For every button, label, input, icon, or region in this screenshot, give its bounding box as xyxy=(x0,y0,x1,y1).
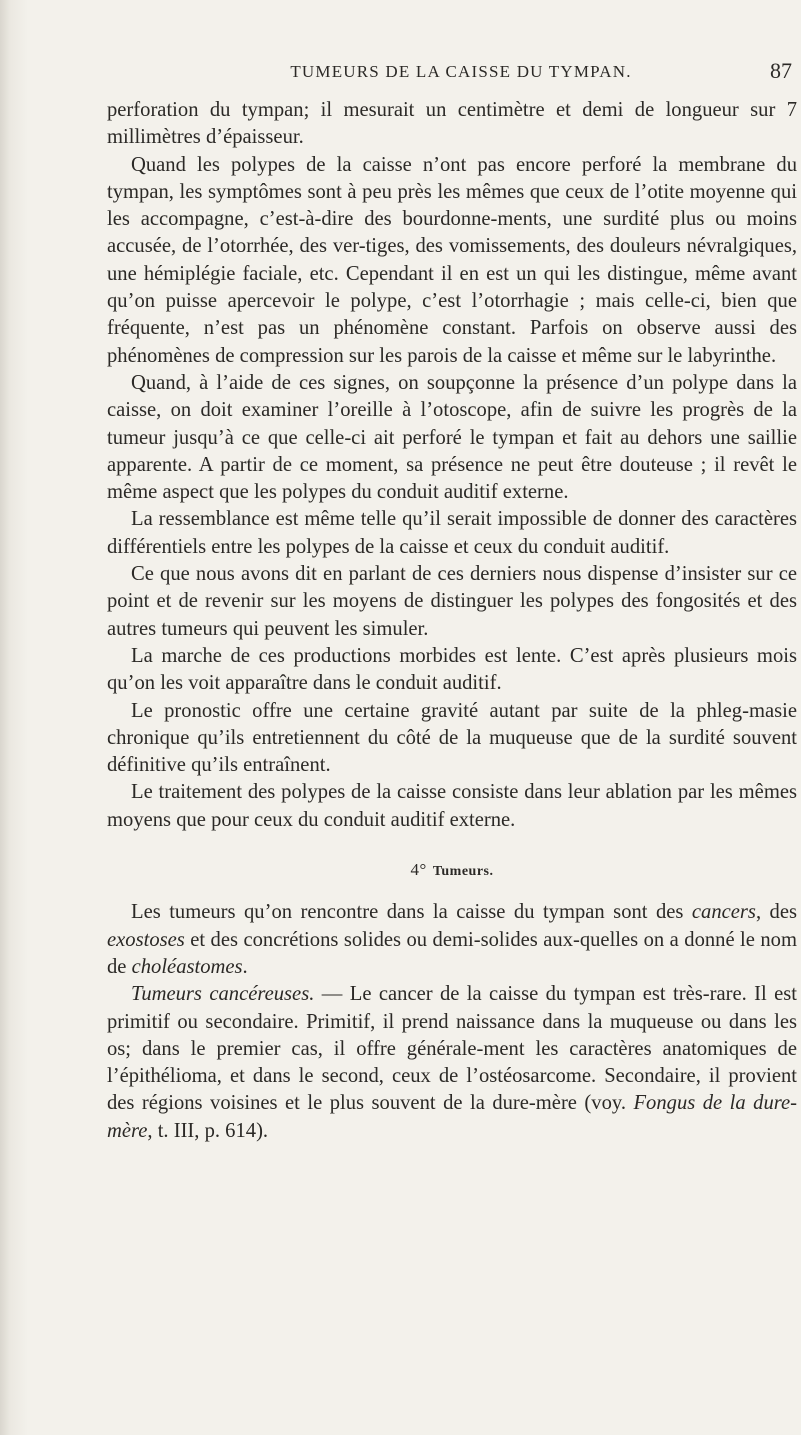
italic-term: choléastomes xyxy=(131,955,243,978)
paragraph: Ce que nous avons dit en parlant de ces derniers nous dispense d’insister sur ce point et de revenir sur les moyens de distinguer les polypes des fongosités et des autres tumeurs qui peuvent les simuler. xyxy=(107,563,797,640)
section-title: Tumeurs. xyxy=(432,864,494,880)
text-run: , des xyxy=(755,901,797,924)
running-head xyxy=(140,58,792,92)
text-run: , t. III, p. 614). xyxy=(147,1119,269,1142)
paragraph: Quand, à l’aide de ces signes, on soupçonne la présence d’un polype dans la caisse, on doit examiner l’oreille à l’otoscope, afin de suivre les progrès de la tumeur jusqu’à ce que celle-ci ait perforé le tympan et fait au dehors une saillie apparente. A partir de ce moment, sa présence ne peut être douteuse ; il revêt le même aspect que les polypes du conduit auditif externe. xyxy=(107,371,797,504)
section-heading xyxy=(107,856,797,885)
text-run: et des concrétions solides ou demi-solides aux-quelles on a donné le nom de xyxy=(107,928,797,978)
paragraph xyxy=(107,981,797,1145)
paragraph: La marche de ces productions morbides est lente. C’est après plusieurs mois qu’on les voit apparaître dans le conduit auditif. xyxy=(107,644,797,695)
italic-term: exostoses xyxy=(107,928,185,951)
running-title: TUMEURS DE LA CAISSE DU TYMPAN. xyxy=(290,62,632,81)
paragraph: Le pronostic offre une certaine gravité autant par suite de la phleg-masie chronique qu’ils entretiennent du côté de la muqueuse que de la surdité souvent définitive qu’ils entraînent. xyxy=(107,699,797,777)
paragraph: perforation du tympan; il mesurait un centimètre et demi de longueur sur 7 millimètres d’épaisseur. xyxy=(107,99,797,149)
paragraph: La ressemblance est même telle qu’il serait impossible de donner des caractères différentiels entre les polypes de la caisse et ceux du conduit auditif. xyxy=(107,508,797,558)
body-text xyxy=(107,97,797,1145)
text-run: — Le cancer de la caisse du tympan est très-rare. Il est primitif ou secondaire. Primitif, il prend naissance dans la muqueuse ou dans les os; dans le premier cas, il offre générale-ment les caractères anatomiques de l’épithélioma, et dans le second, ceux de l’ostéosarcome. Secondaire, il provient des régions voisines et le plus souvent de la dure-mère (voy. xyxy=(107,983,798,1115)
cross-reference: Fongus de la dure-mère xyxy=(107,1092,797,1142)
text-run: Les tumeurs qu’on rencontre dans la caisse du tympan sont des xyxy=(131,901,692,924)
text-run: . xyxy=(242,955,248,978)
italic-term: cancers xyxy=(691,901,756,924)
paragraph: Le traitement des polypes de la caisse consiste dans leur ablation par les mêmes moyens que pour ceux du conduit auditif externe. xyxy=(107,781,797,831)
page-number: 87 xyxy=(770,58,792,83)
section-number: 4° xyxy=(410,860,427,880)
paragraph: Quand les polypes de la caisse n’ont pas encore perforé la membrane du tympan, les symptômes sont à peu près les mêmes que ceux de l’otite moyenne qui les accompagne, c’est-à-dire des bourdonne-ments, une surdité plus ou moins accusée, de l’otorrhée, des ver-tiges, des vomissements, des douleurs névralgiques, une hémiplégie faciale, etc. Cependant il en est un qui les distingue, même avant qu’on puisse apercevoir le polype, c’est l’otorrhagie ; mais celle-ci, bien que fréquente, n’est pas un phénomène constant. Parfois on observe aussi des phénomènes de compression sur les parois de la caisse et même sur le labyrinthe. xyxy=(107,153,797,367)
subsection-label: Tumeurs cancéreuses. xyxy=(131,983,315,1006)
paragraph xyxy=(107,899,797,981)
